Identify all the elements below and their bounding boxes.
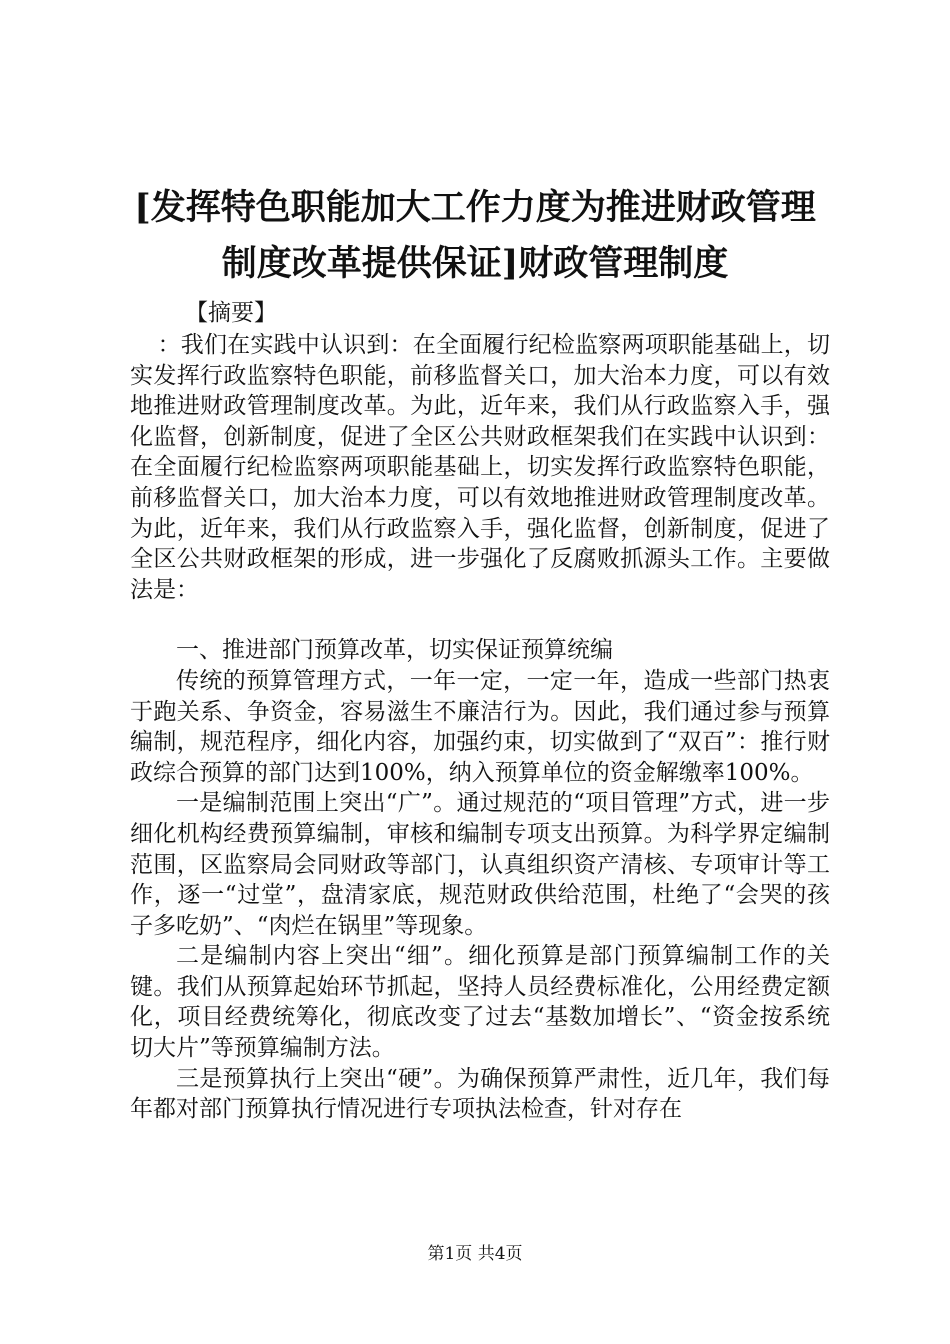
page-footer: 第1页 共4页 — [427, 1244, 523, 1264]
abstract-label: 【摘要】 — [185, 300, 277, 326]
section-heading: 一、推进部门预算改革，切实保证预算统编 — [176, 637, 613, 664]
body-paragraph: 传统的预算管理方式，一年一定，一定一年，造成一些部门热衷于跑关系、争资金，容易滋生不廉洁行为。因此，我们通过参与预算编制，规范程序，细化内容，加强约束，切实做到了“双百”：推行财政综合预算的部门达到100%，纳入预算单位的资金解缴率100%。 — [130, 667, 830, 786]
abstract-paragraph: ：我们在实践中认识到：在全面履行纪检监察两项职能基础上，切实发挥行政监察特色职能，前移监督关口，加大治本力度，可以有效地推进财政管理制度改革。为此，近年来，我们从行政监察入手，强化监督，创新制度，促进了全区公共财政框架我们在实践中认识到：在全面履行纪检监察两项职能基础上，切实发挥行政监察特色职能，前移监督关口，加大治本力度，可以有效地推进财政管理制度改革。为此，近年来，我们从行政监察入手，强化监督，创新制度，促进了全区公共财政框架的形成，进一步强化了反腐败抓源头工作。主要做法是： — [130, 332, 830, 603]
body-paragraph: 三是预算执行上突出“硬”。为确保预算严肃性，近几年，我们每年都对部门预算执行情况进行专项执法检查，针对存在 — [130, 1065, 830, 1123]
body-paragraph: 二是编制内容上突出“细”。细化预算是部门预算编制工作的关键。我们从预算起始环节抓起，坚持人员经费标准化，公用经费定额化，项目经费统筹化，彻底改变了过去“基数加增长”、“资金按系统切大片”等预算编制方法。 — [130, 943, 830, 1062]
body-paragraph: 一是编制范围上突出“广”。通过规范的“项目管理”方式，进一步细化机构经费预算编制，审核和编制专项支出预算。为科学界定编制范围，区监察局会同财政等部门，认真组织资产清核、专项审计等工作，逐一“过堂”，盘清家底，规范财政供给范围，杜绝了“会哭的孩子多吃奶”、“肉烂在锅里”等现象。 — [130, 790, 830, 939]
document-body — [130, 330, 830, 1125]
document-title: [发挥特色职能加大工作力度为推进财政管理制度改革提供保证]财政管理制度 — [134, 187, 816, 284]
